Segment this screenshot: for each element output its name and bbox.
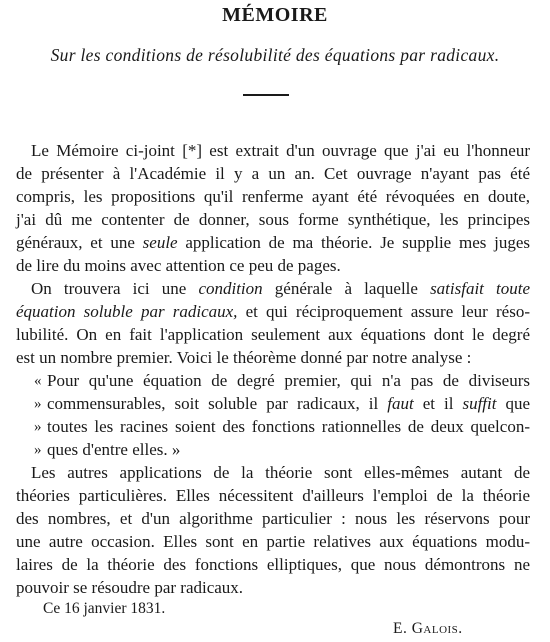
- para2-text: générale à laquelle: [274, 279, 418, 298]
- document-title: MÉMOIRE: [222, 4, 328, 26]
- para1-line-3: compris, les propositions qu'il renferme ayant été révoquées en doute,: [16, 187, 530, 206]
- para2-line-3: lubilité. On en fait l'application seulement aux équations dont le degré: [16, 325, 530, 344]
- theorem-text: ques d'entre elles.: [47, 440, 168, 459]
- para3-line-3: des nombres, et d'un algorithme particulier : nous les réservons pour: [16, 509, 530, 528]
- para1-line-2: de présenter à l'Académie il y a un an. Cet ouvrage n'ayant pas été: [16, 164, 530, 183]
- quote-close-mark: »: [171, 440, 181, 459]
- emphasis-text: satisfait toute: [430, 279, 531, 298]
- para1-line-4: j'ai dû me contenter de donner, sous forme synthétique, les principes: [16, 210, 530, 229]
- quote-continuation-mark: »: [34, 419, 42, 435]
- quote-continuation-mark: »: [34, 442, 42, 458]
- theorem-text: commensurables, soit soluble par radicaux, il: [47, 394, 379, 413]
- para3-line-4: une autre occasion. Elles sont en partie relatives aux équations modu-: [16, 532, 530, 551]
- quote-continuation-mark: »: [34, 396, 42, 412]
- emphasis-text: suffit: [462, 394, 497, 413]
- para1-text: Le Mémoire ci-joint: [31, 141, 175, 160]
- emphasis-text: condition: [198, 279, 263, 298]
- document-date: Ce 16 janvier 1831.: [43, 600, 166, 617]
- para3-line-5: laires de la théorie des fonctions elliptiques, que nous démontrons ne: [16, 555, 530, 574]
- theorem-text: et il: [422, 394, 454, 413]
- document-subtitle: Sur les conditions de résolubilité des équations par radicaux.: [50, 45, 500, 65]
- emphasis-text: faut: [387, 394, 414, 413]
- theorem-line-3: toutes les racines soient des fonctions rationnelles de deux quelcon-: [47, 417, 530, 436]
- para2-line-1: [31, 278, 530, 300]
- para1-text: est extrait d'un ouvrage que j'ai eu l'honneur: [209, 141, 531, 160]
- para3-line-2: théories particulières. Elles nécessitent d'ailleurs l'emploi de la théorie: [16, 486, 530, 505]
- title-separator-rule: [243, 94, 289, 96]
- para1-line-6: de lire du moins avec attention ce peu de pages.: [16, 256, 341, 275]
- para2-text: et qui réciproquement assure leur réso-: [245, 302, 530, 321]
- para2-line-4: est un nombre premier. Voici le théorème donné par notre analyse :: [16, 348, 472, 367]
- theorem-line-4: [47, 439, 530, 461]
- emphasis-text: équation soluble par radicaux,: [16, 302, 238, 321]
- para3-line-1: Les autres applications de la théorie sont elles-mêmes autant de: [31, 463, 530, 482]
- author-signature: [393, 620, 463, 638]
- para1-line-1: [31, 140, 530, 162]
- theorem-line-2: [47, 393, 530, 415]
- emphasis-text: seule: [142, 233, 178, 252]
- para1-text: application de ma théorie. Je supplie mes juges: [185, 233, 531, 252]
- para2-line-2: [16, 301, 530, 323]
- footnote-marker: [*]: [182, 141, 203, 160]
- para2-text: On trouvera ici une: [31, 279, 187, 298]
- quote-open-mark: «: [34, 373, 42, 389]
- theorem-text: que: [505, 394, 531, 413]
- para1-text: généraux, et une: [16, 233, 135, 252]
- signature-initial: E.: [393, 620, 408, 637]
- theorem-line-1: Pour qu'une équation de degré premier, qui n'a pas de diviseurs: [47, 371, 530, 390]
- signature-name: Galois.: [411, 620, 463, 637]
- para1-line-5: [16, 232, 530, 254]
- para3-line-6: pouvoir se résoudre par radicaux.: [16, 578, 244, 597]
